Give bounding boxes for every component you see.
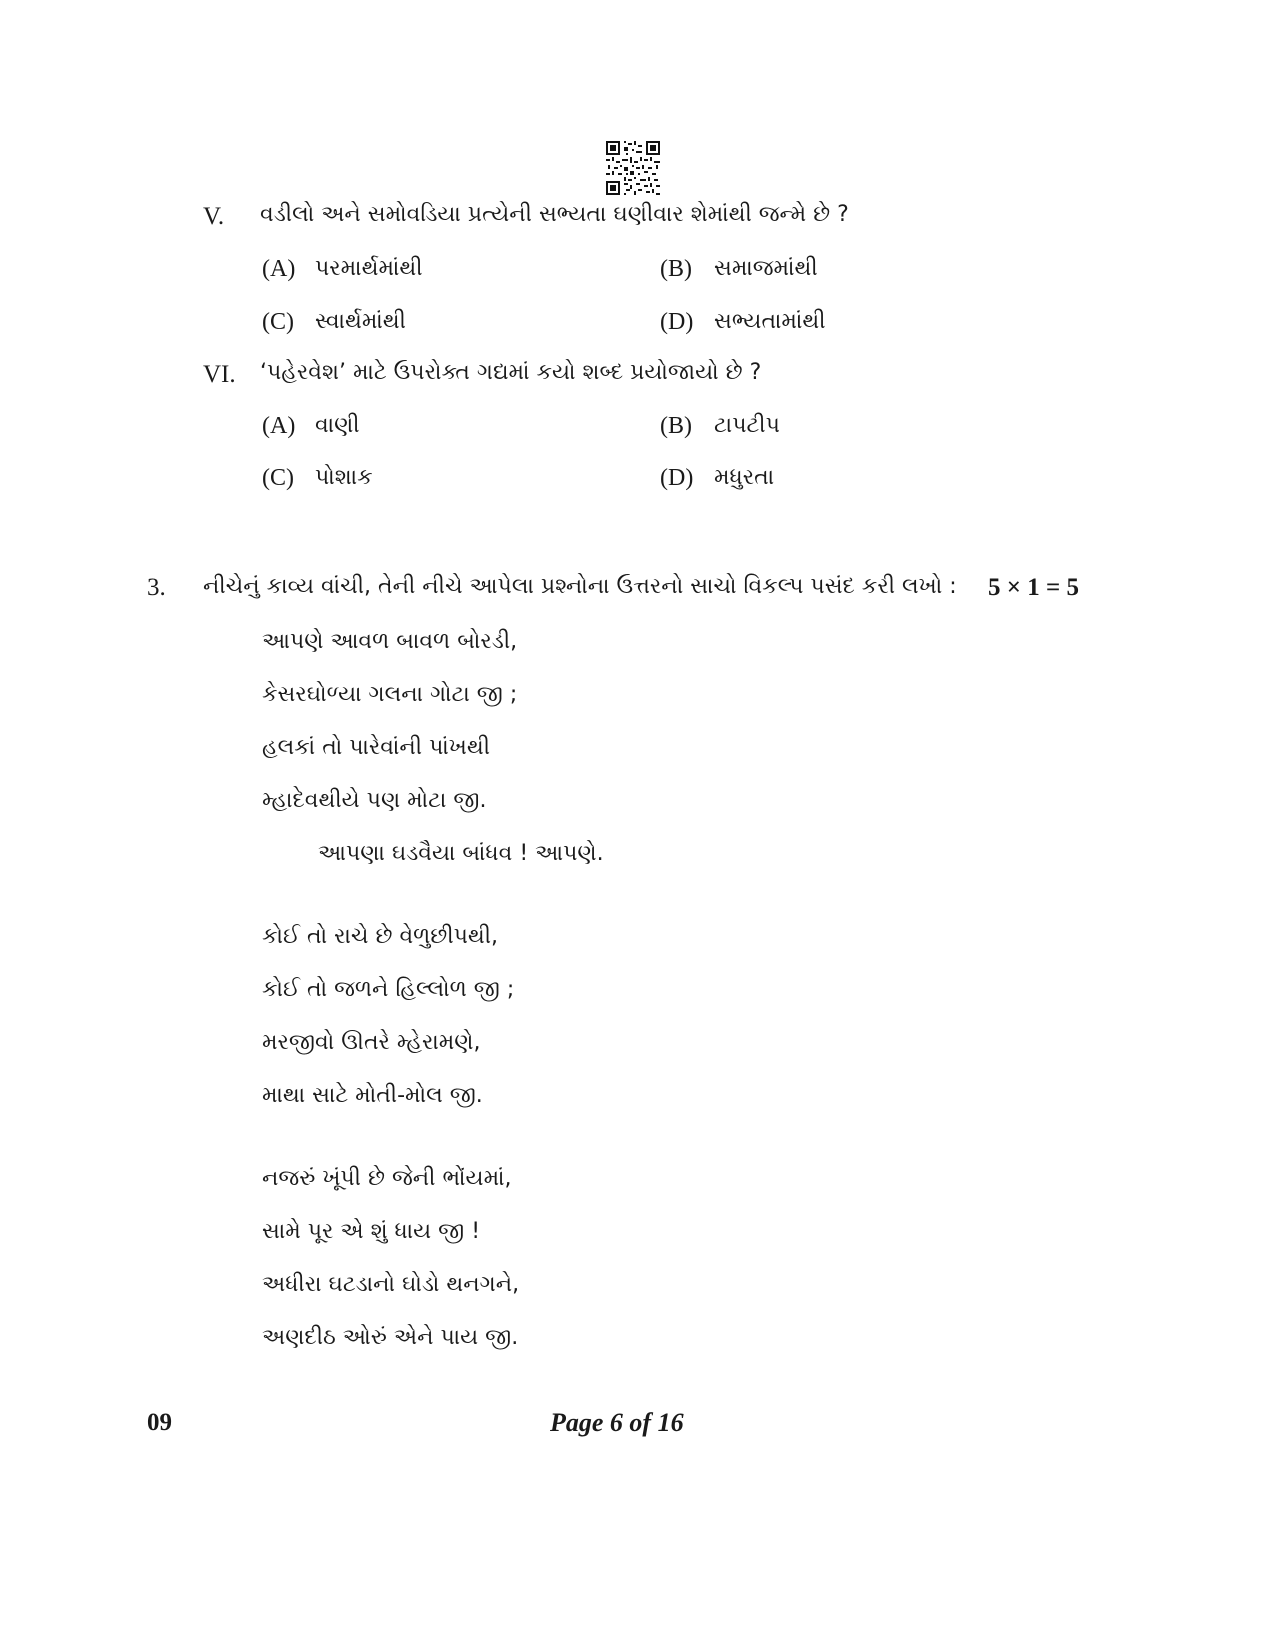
question-text: વડીલો અને સમોવડિયા પ્રત્યેની સભ્યતા ઘણીવાર શેમાંથી જન્મે છે ? [260,202,849,227]
poem-line: માથા સાટે મોતી-મોલ જી. [262,1083,483,1108]
option-text: સ્વાર્થમાંથી [315,309,406,334]
poem-line: નજરું ખૂંપી છે જેની ભોંયમાં, [262,1166,512,1191]
question-number: 3. [147,574,166,601]
poem-line: કેસરઘોળ્યા ગલના ગોટા જી ; [262,682,518,707]
paper-code: 09 [147,1409,172,1436]
poem-line: આપણે આવળ બાવળ બોરડી, [262,629,518,654]
option-text: મધુરતા [714,465,775,490]
option-label: (A) [262,413,296,439]
question-number: V. [203,203,225,230]
option-label: (B) [660,256,692,282]
option-text: પોશાક [315,465,373,490]
option-label: (A) [262,256,296,282]
qr-code-icon [606,141,660,195]
option-text: વાણી [315,413,360,438]
poem-line: અધીરા ઘટડાનો ઘોડો થનગને, [262,1272,520,1297]
poem-line: મ્હાદેવથીયે પણ મોટા જી. [262,788,487,813]
poem-line: હલકાં તો પારેવાંની પાંખથી [262,735,491,760]
option-text: સમાજમાંથી [714,256,818,281]
option-text: પરમાર્થમાંથી [315,256,423,281]
poem-line: કોઈ તો જળને હિલ્લોળ જી ; [262,977,515,1002]
poem-refrain: આપણા ઘડવૈયા બાંધવ ! આપણે. [318,841,604,866]
option-label: (D) [660,465,694,491]
option-text: ટાપટીપ [714,413,780,438]
question-text: નીચેનું કાવ્ય વાંચી, તેની નીચે આપેલા પ્રશ્નોના ઉત્તરનો સાચો વિકલ્પ પસંદ કરી લખો : [203,574,957,599]
option-label: (C) [262,309,294,335]
poem-line: અણદીઠ ઓરું એને પાય જી. [262,1325,519,1350]
poem-line: મરજીવો ઊતરે મ્હેરામણે, [262,1030,481,1055]
question-text: ‘પહેરવેશ’ માટે ઉપરોક્ત ગદ્યમાં કયો શબ્દ પ્રયોજાયો છે ? [260,360,762,385]
page-number: Page 6 of 16 [550,1408,684,1437]
question-number: VI. [203,361,236,388]
option-label: (B) [660,413,692,439]
option-text: સભ્યતામાંથી [714,309,826,334]
poem-line: કોઈ તો રાચે છે વેળુછીપથી, [262,924,499,949]
option-label: (D) [660,309,694,335]
marks-label: 5 × 1 = 5 [988,574,1079,601]
option-label: (C) [262,465,294,491]
poem-line: સામે પૂર એ શું ધાય જી ! [262,1219,481,1244]
